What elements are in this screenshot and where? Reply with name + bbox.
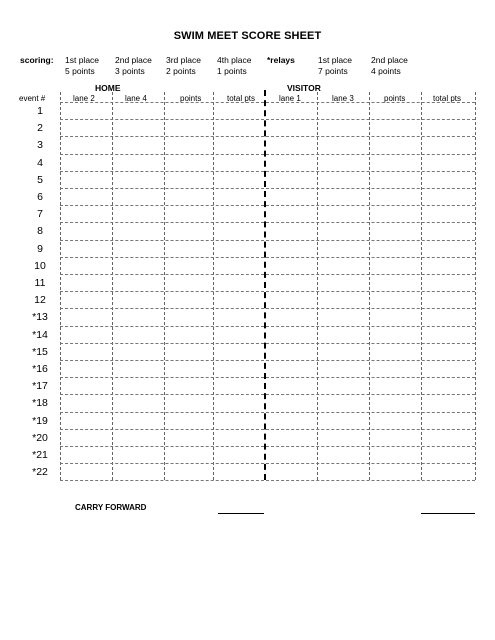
scoring-place-label: 2nd place (115, 55, 152, 65)
grid-row-line (60, 377, 475, 378)
grid-column-line (213, 92, 214, 480)
event-number: 7 (37, 208, 43, 221)
event-number: *13 (32, 311, 48, 324)
event-number: 9 (37, 242, 43, 255)
visitor-header: VISITOR (287, 83, 321, 93)
relays-label: *relays (267, 55, 295, 65)
grid-row-line (60, 136, 475, 137)
scoring-points-value: 2 points (166, 65, 196, 76)
grid-row-line (60, 480, 475, 481)
grid-row-line (60, 240, 475, 241)
scoring-points-value: 5 points (65, 65, 95, 76)
event-number: *20 (32, 431, 48, 444)
grid-row-line (60, 343, 475, 344)
grid-row-line (60, 308, 475, 309)
grid-row-line (60, 394, 475, 395)
grid-row-line (60, 429, 475, 430)
scoring-third (166, 55, 201, 76)
event-number: 10 (34, 259, 46, 272)
grid-column-line (112, 92, 113, 480)
event-number: 4 (37, 156, 43, 169)
home-lane-4-header: lane 4 (125, 94, 147, 103)
relay-first (318, 55, 352, 76)
grid-column-line (421, 92, 422, 480)
event-number: 1 (37, 105, 43, 117)
event-number: *18 (32, 397, 48, 410)
scoring-points-value: 3 points (115, 65, 145, 76)
grid-row-line (60, 154, 475, 155)
event-column-header: event # (19, 94, 46, 103)
grid-row-line (60, 360, 475, 361)
relay-points-value: 7 points (318, 65, 348, 76)
visitor-points-header: points (384, 94, 406, 103)
scoring-points-value: 1 points (217, 65, 247, 76)
grid-row-line (60, 412, 475, 413)
carry-forward-label: CARRY FORWARD (75, 503, 147, 512)
grid-row-line (60, 171, 475, 172)
home-points-header: points (180, 94, 202, 103)
event-number: *21 (32, 449, 48, 461)
scoring-label: scoring: (20, 55, 54, 65)
grid-row-line (60, 326, 475, 327)
grid-column-line (475, 92, 476, 480)
home-total-header: total pts (227, 94, 256, 103)
home-carry-forward-line[interactable] (218, 513, 264, 514)
grid-row-line (60, 274, 475, 275)
scoring-place-label: 3rd place (166, 55, 201, 65)
relay-points-value: 4 points (371, 65, 401, 76)
scoring-first (65, 55, 99, 76)
event-number: 3 (37, 139, 43, 152)
home-header: HOME (95, 83, 121, 93)
grid-column-line (317, 92, 318, 480)
grid-row-line (60, 188, 475, 189)
scoring-fourth (217, 55, 252, 76)
event-number: *16 (32, 363, 48, 375)
grid-column-line (164, 92, 165, 480)
grid-row-line (60, 446, 475, 447)
page-title: SWIM MEET SCORE SHEET (173, 30, 322, 42)
event-number: *15 (32, 345, 48, 358)
grid-row-line (60, 222, 475, 223)
home-visitor-divider (264, 90, 266, 480)
event-number: 2 (37, 122, 43, 135)
event-number: *19 (32, 414, 48, 427)
grid-row-line (60, 119, 475, 120)
relay-place-label: 2nd place (371, 55, 408, 65)
grid-column-line (60, 92, 61, 480)
event-number: 12 (34, 294, 46, 307)
scoring-place-label: 1st place (65, 55, 100, 65)
event-number: 11 (34, 277, 46, 289)
relay-place-label: 1st place (318, 55, 353, 65)
event-number: 5 (37, 173, 43, 186)
scoring-second (115, 55, 152, 76)
visitor-lane-1-header: lane 1 (279, 94, 301, 103)
visitor-carry-forward-line[interactable] (421, 513, 475, 514)
event-number: *22 (32, 466, 48, 479)
grid-row-line (60, 205, 475, 206)
event-number: *14 (32, 328, 48, 341)
grid-row-line (60, 257, 475, 258)
visitor-total-header: total pts (433, 94, 462, 103)
grid-row-line (60, 463, 475, 464)
event-number: 6 (37, 191, 43, 203)
visitor-lane-3-header: lane 3 (332, 94, 354, 103)
event-number: *17 (32, 380, 48, 393)
grid-column-line (369, 92, 370, 480)
grid-row-line (60, 291, 475, 292)
scoring-place-label: 4th place (217, 55, 252, 65)
header-underline (60, 102, 475, 103)
home-lane-2-header: lane 2 (73, 94, 95, 103)
relay-second (371, 55, 408, 76)
event-number: 8 (37, 225, 43, 238)
